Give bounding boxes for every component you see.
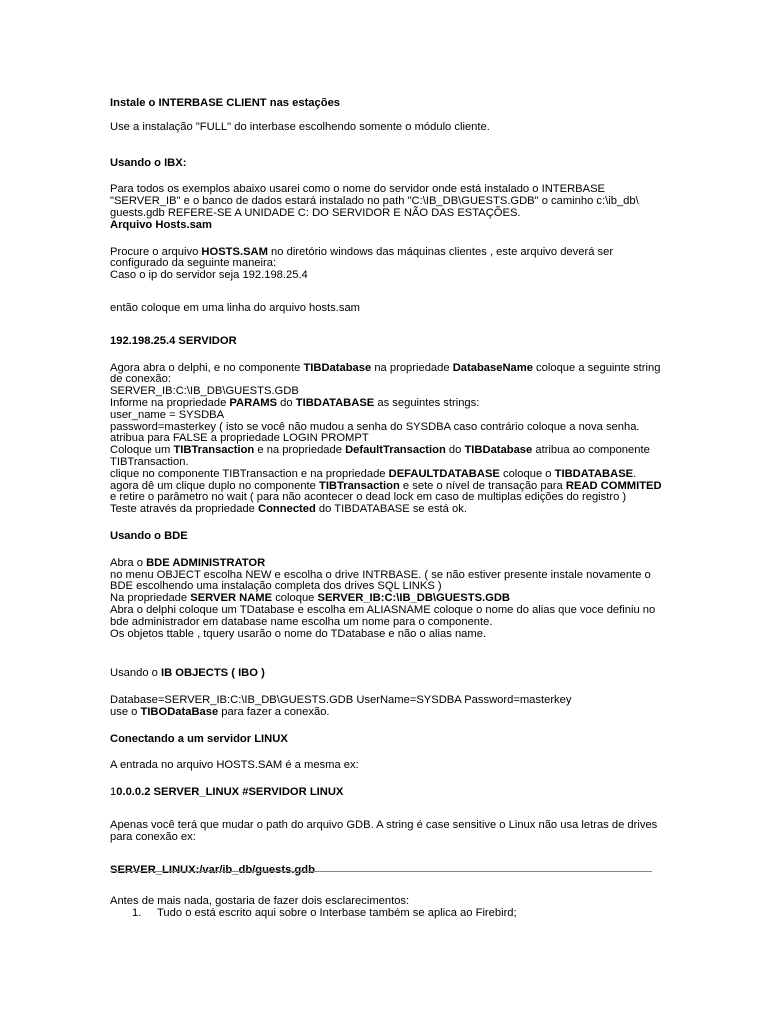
- doc-line: bde administrador em database name escolha um nome para o componente.: [110, 615, 493, 628]
- linux-heading-text: Conectando a um servidor LINUX: [110, 732, 288, 745]
- bold-span: TIBTransaction: [173, 444, 255, 457]
- doc-line: Apenas você terá que mudar o path do arquivo GDB. A string é case sensitive o Linux não usa letras de drives: [110, 819, 658, 832]
- doc-line: de conexão:: [110, 373, 171, 386]
- ibx-paragraph-1: [110, 184, 662, 231]
- bold-span: TIBTransaction: [318, 479, 400, 492]
- hosts-instruction: então coloque em uma linha do arquivo hosts.sam: [110, 301, 361, 314]
- text-span: na propriedade: [371, 361, 453, 374]
- doc-line: password=masterkey ( isto se você não mudou a senha do SYSDBA caso contrário coloque a nova senha.: [110, 420, 640, 433]
- text-span: do: [277, 396, 296, 409]
- bold-span: 0.0.0.2 SERVER_LINUX #SERVIDOR LINUX: [116, 786, 344, 799]
- doc-line: user_name = SYSDBA: [110, 408, 225, 421]
- doc-line: [110, 504, 662, 516]
- hosts-entry-text: 192.198.25.4 SERVIDOR: [110, 334, 237, 347]
- text-span: clique no componente TIBTransaction e na propriedade: [110, 467, 389, 480]
- linux-path-text: SERVER_LINUX:/var/ib_db/guests.gdb: [110, 863, 315, 876]
- doc-line: [110, 445, 662, 457]
- hosts-entry: [110, 336, 662, 348]
- doc-line: Os objetos ttable , tquery usarão o nome do TDatabase e não o alias name.: [110, 627, 487, 640]
- bold-span: DatabaseName: [452, 361, 533, 374]
- ibo-heading: [110, 668, 662, 680]
- hosts-sam-heading-text: Arquivo Hosts.sam: [110, 218, 212, 231]
- text-span: atribua ao componente: [532, 444, 650, 457]
- text-span: do: [445, 444, 465, 457]
- clarifications-intro: Antes de mais nada, gostaria de fazer dois esclarecimentos:: [110, 895, 410, 907]
- bold-span: READ COMMITED: [565, 479, 662, 492]
- ibx-heading: [110, 158, 662, 170]
- bold-span: TIBDatabase: [303, 361, 372, 374]
- text-span: Informe na propriedade: [110, 396, 230, 409]
- text-span: e sete o nível de transação para: [399, 479, 566, 492]
- text-span: Agora abra o delphi, e no componente: [110, 361, 304, 374]
- doc-line: Abra o delphi coloque um TDatabase e escolha em ALIASNAME coloque o nome do alias que voce definiu no: [110, 603, 656, 616]
- text-span: para fazer a conexão.: [218, 705, 330, 718]
- doc-line: [110, 558, 662, 570]
- text-span: Coloque um: [110, 444, 174, 457]
- document-title: Instale o INTERBASE CLIENT nas estações: [110, 97, 341, 109]
- text-span: Na propriedade: [110, 592, 191, 605]
- doc-line: para conexão ex:: [110, 830, 196, 843]
- bold-span: SERVER_IB:C:\IB_DB\GUESTS.GDB: [317, 592, 510, 605]
- bold-span: BDE ADMINISTRATOR: [146, 556, 266, 569]
- ibx-p1-line: "SERVER_IB" e o banco de dados estará instalado no path "C:\IB_DB\GUESTS.GDB" o caminho c:\ib_db\: [110, 195, 639, 208]
- bde-heading: [110, 531, 662, 543]
- linux-paragraph: [110, 820, 662, 844]
- bde-paragraph: [110, 558, 662, 641]
- bold-span: TIBDatabase: [464, 444, 533, 457]
- text-span: 1: [110, 786, 117, 799]
- bold-span: Connected: [258, 503, 316, 516]
- text-span: Teste através da propriedade: [110, 503, 259, 516]
- text-span: coloque: [272, 592, 318, 605]
- list-item-text: Tudo o está escrito aqui sobre o Interbase também se aplica ao Firebird;: [157, 906, 517, 919]
- text-span: no diretório windows das máquinas clientes , este arquivo deverá ser: [267, 245, 614, 258]
- text-span: do TIBDATABASE se está ok.: [315, 503, 467, 516]
- bold-span: TIBODataBase: [140, 705, 219, 718]
- tibdatabase-paragraph: [110, 363, 662, 516]
- text-span: coloque a seguinte string: [532, 361, 661, 374]
- ibx-heading-text: Usando o IBX:: [110, 156, 187, 169]
- bde-heading-text: Usando o BDE: [110, 529, 188, 542]
- bold-span: DefaultTransaction: [345, 444, 446, 457]
- intro-paragraph: Use a instalação "FULL" do interbase escolhendo somente o módulo cliente.: [110, 120, 490, 133]
- text-span: agora dê um clique duplo no componente: [110, 479, 319, 492]
- bold-span: DEFAULTDATABASE: [388, 467, 500, 480]
- list-number: 1.: [132, 906, 142, 919]
- text-span: .: [633, 467, 637, 480]
- text-span: coloque o: [499, 467, 555, 480]
- bold-span: PARAMS: [229, 396, 278, 409]
- hosts-line: configurado da seguinte maneira:: [110, 257, 277, 270]
- hosts-paragraph: [110, 247, 662, 282]
- text-span: Usando o: [110, 667, 161, 680]
- ibo-paragraph: [110, 695, 662, 719]
- list-item: [110, 908, 662, 920]
- text-span: use o: [110, 705, 141, 718]
- bold-span: HOSTS.SAM: [201, 245, 268, 258]
- clarifications-list: [110, 908, 662, 920]
- doc-line: [110, 363, 662, 375]
- text-span: e na propriedade: [254, 444, 346, 457]
- text-span: Abra o: [110, 556, 147, 569]
- doc-line: BDE escolhendo uma instalação completa dos drives SQL LINKS ): [110, 580, 442, 593]
- text-span: Procure o arquivo: [110, 245, 202, 258]
- doc-line: [110, 398, 662, 410]
- doc-line: SERVER_IB:C:\IB_DB\GUESTS.GDB: [110, 385, 299, 398]
- hosts-sam-heading: [110, 220, 662, 232]
- doc-line: atribua para FALSE a propriedade LOGIN PROMPT: [110, 432, 369, 445]
- hosts-line: Caso o ip do servidor seja 192.198.25.4: [110, 269, 308, 282]
- clarifications-section: [110, 896, 662, 920]
- linux-hosts-entry: [110, 787, 662, 799]
- ibx-p1-line: Para todos os exemplos abaixo usarei como o nome do servidor onde está instalado o INTERBASE: [110, 183, 606, 196]
- bold-span: TIBDATABASE: [554, 467, 634, 480]
- horizontal-rule: [110, 871, 652, 872]
- text-span: as seguintes strings:: [374, 396, 480, 409]
- bold-span: IB OBJECTS ( IBO ): [161, 667, 265, 680]
- ibx-p1-line: guests.gdb REFERE-SE A UNIDADE C: DO SERVIDOR E NÃO DAS ESTAÇÕES.: [110, 206, 521, 219]
- doc-line: Database=SERVER_IB:C:\IB_DB\GUESTS.GDB UserName=SYSDBA Password=masterkey: [110, 694, 572, 707]
- bold-span: TIBDATABASE: [295, 396, 375, 409]
- linux-heading: [110, 734, 662, 746]
- doc-line: no menu OBJECT escolha NEW e escolha o drive INTRBASE. ( se não estiver presente instale novamente o: [110, 568, 651, 581]
- doc-line: TIBTransaction.: [110, 455, 189, 468]
- linux-intro: A entrada no arquivo HOSTS.SAM é a mesma ex:: [110, 759, 359, 772]
- doc-line: e retire o parâmetro no wait ( para não acontecer o dead lock em caso de multiplas edições do registro ): [110, 491, 627, 504]
- document-body: [110, 98, 662, 876]
- bold-span: SERVER NAME: [190, 592, 273, 605]
- doc-line: [110, 707, 662, 719]
